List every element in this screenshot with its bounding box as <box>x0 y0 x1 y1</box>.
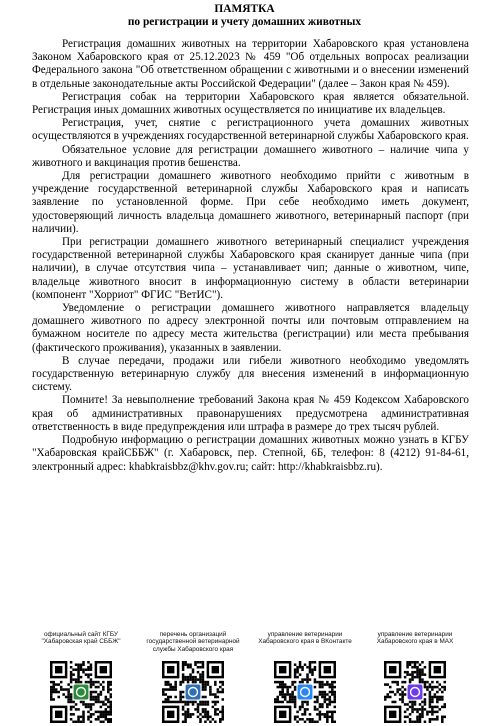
document-subtitle: по регистрации и учету домашних животных <box>127 16 362 28</box>
paragraph: В случае передачи, продажи или гибели животного необходимо уведомлять государственную ветеринарную службу для внесения изменений в информационную систему. <box>32 354 469 394</box>
paragraph: Регистрация, учет, снятие с регистрационного учета домашних животных осуществляются в учреждениях государственной ветеринарной службы Хабаровского края. <box>32 117 469 143</box>
qr-item-organizations[interactable] <box>140 631 246 723</box>
qr-item-website[interactable] <box>28 631 134 723</box>
qr-footer <box>28 631 468 726</box>
paragraph: Регистрация домашних животных на территории Хабаровского края установлена Законом Хабаровского края от 25.12.2023 № 459 "Об отдельных вопросах реализации Федерального закона "Об ответственном обращении с животными и о внесении изменений в отдельные законодательные акты Российской Федерации" (далее – Закон края № 459). <box>32 38 469 90</box>
qr-caption: официальный сайт КГБУ "Хабаровская край СББЖ" <box>41 631 121 646</box>
paragraph: Подробную информацию о регистрации домашних животных можно узнать в КГБУ "Хабаровская крайСББЖ" (г. Хабаровск, пер. Степной, 6Б, телефон: 8 (4212) 91-84-61, электронный адрес: khabkraisbbz@khv.gov.ru; сайт: http://khabkraisbbz.ru). <box>32 434 469 473</box>
qr-code[interactable] <box>384 661 446 723</box>
paragraph: Уведомление о регистрации домашнего животного направляется владельцу домашнего животного по адресу электронной почты или почтовым отправлением на бумажном носителе по адресу места жительства (регистрации) или места пребывания (фактического проживания), указанных в заявлении. <box>32 302 469 354</box>
vet-emblem-icon <box>74 685 89 700</box>
qr-item-max[interactable] <box>362 631 468 723</box>
paragraph: Помните! За невыполнение требований Закона края № 459 Кодексом Хабаровского края об административных правонарушениях предусмотрена административная ответственность в виде предупреждения или штрафа в размере до трех тысяч рублей. <box>32 394 469 433</box>
qr-code[interactable] <box>162 661 224 723</box>
max-icon <box>408 685 423 700</box>
qr-caption: управление ветеринарии Хабаровского края в ВКонтакте <box>258 631 352 646</box>
paragraph: Регистрация собак на территории Хабаровского края является обязательной. Регистрация иных домашних животных осуществляется по инициативе их владельцев. <box>32 90 469 117</box>
gear-emblem-icon <box>186 685 201 700</box>
qr-code[interactable] <box>50 661 112 723</box>
vk-icon <box>298 685 313 700</box>
document-body <box>32 38 469 474</box>
qr-item-vkontakte[interactable] <box>252 631 358 723</box>
qr-caption: перечень организаций государственной ветеринарной службы Хабаровского края <box>146 631 240 653</box>
paragraph: Для регистрации домашнего животного необходимо прийти с животным в учреждение государственной ветеринарной службы Хабаровского края и написать заявление по установленной форме. При себе необходимо иметь документ, удостоверяющий личность владельца домашнего животного, ветеринарный паспорт (при наличии). <box>32 170 469 235</box>
qr-caption: управление ветеринарии Хабаровского края в MAX <box>376 631 454 646</box>
paragraph: При регистрации домашнего животного ветеринарный специалист учреждения государственной ветеринарной службы Хабаровского края сканирует данные чипа (при наличии), в случае отсутствия чипа – устанавливает чип; данные о животном, чипе, владельце животного вносит в информационную систему в области ветеринарии (компонент "Хорриот" ФГИС "ВетИС"). <box>32 236 469 301</box>
document-title: ПАМЯТКА <box>214 3 275 15</box>
paragraph: Обязательное условие для регистрации домашнего животного – наличие чипа у животного и вакцинация против бешенства. <box>32 143 469 169</box>
qr-code[interactable] <box>274 661 336 723</box>
